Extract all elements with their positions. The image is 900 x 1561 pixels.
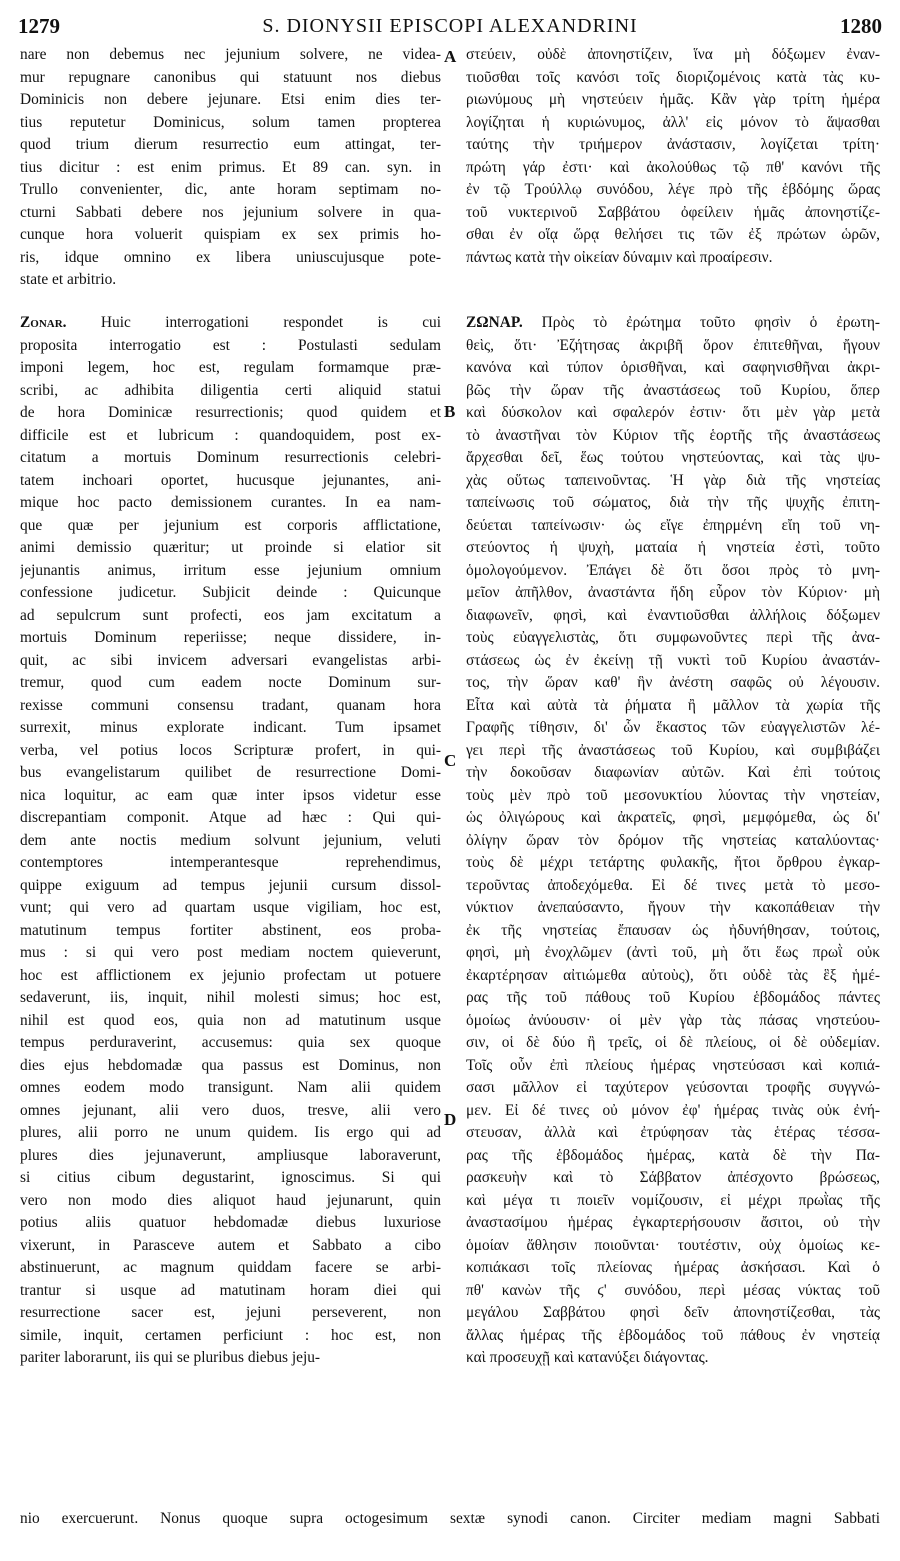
text-line: verba, vel potius locos Scripturæ profert, in qui- <box>20 741 441 759</box>
text-line: σασι μᾶλλον εἰ ταχύτερον γεύσονται τροφῆς συγγνώ- <box>466 1079 880 1096</box>
latin-column-main <box>20 312 441 1370</box>
text-line: Τοῖς οὖν ἐπὶ πλείους ἡμέρας νηστεύσασι καὶ κοπιά- <box>466 1056 880 1074</box>
text-line: quippe exiguum ad tempus jejunii cursum dissol- <box>20 876 441 894</box>
text-line: de hora Dominicæ resurrectionis; quod quidem et <box>20 404 441 421</box>
text-line: Dominicis non debere jejunare. Etsi enim dies ter- <box>20 91 441 108</box>
text-line: ρας τῆς ἑβδομάδος ἡμέρας, κατὰ δὲ τὴν Πα- <box>466 1146 880 1164</box>
text-line: κανόνα καὶ τύπον ὁρισθῆναι, καὶ σαφηνισθῆναι ἀκρι- <box>466 359 880 376</box>
text-line: ἐκαρτέρησαν αἰτιώμεθα αὐτοὺς), ὅτι οὐδὲ τὰς ἓξ ἡμέ- <box>466 966 880 984</box>
text-line: Γραφῆς τίθησιν, δι' ὧν ἕκαστος τῶν εὐαγγελιστῶν λέ- <box>466 719 880 736</box>
text-line: θεὶς, ὅτι· Ἐζήτησας ἀκριβῆ ὅρον ἐπιτεθῆναι, ἤγουν <box>466 336 880 354</box>
text-line: στάσεως ὡς ἐν ἐκείνῃ τῇ νυκτὶ τοῦ Κυρίου ἀναστάν- <box>466 651 880 669</box>
greek-column-main <box>466 312 880 1370</box>
text-line: τος, τὴν ὥραν καθ' ἣν ἀνέστη σαφῶς οὐ λέγουσιν. <box>466 674 880 691</box>
text-line: dies ejus hebdomadæ qua passus est Dominus, non <box>20 1056 441 1074</box>
latin-column-top <box>20 44 441 292</box>
text-line: βῶς τὴν ὥραν τῆς ἀναστάσεως τοῦ Κυρίου, ὅπερ <box>466 381 880 399</box>
text-line: citatum a mortuis Dominum resurrectionis celebri- <box>20 449 441 466</box>
text-line: mur repugnare canonibus qui statuunt nos diebus <box>20 68 441 86</box>
text-line: μεν. Εἰ δέ τινες οὐ μόνον ἐφ' ἡμέρας τινὰς οὐκ ἐνή- <box>466 1101 880 1119</box>
text-line: ὀλίγην ὥραν τὸν δρόμον τῆς νηστείας καταλύοντας· <box>466 831 880 849</box>
text-line: ἐκ τῆς νηστείας ἔπαυσαν ὡς ἠδυνήθησαν, τούτοις, <box>466 921 880 939</box>
text-line: ὁμολογούμενον. Ἐπάγει δὲ ὅτι ὅσοι πρὸς τὸ μνη- <box>466 561 880 579</box>
text-line: pariter laborarunt, iis qui se pluribus diebus jeju- <box>20 1349 321 1366</box>
text-line: mus : si qui vero post mediam noctem quieverunt, <box>20 944 441 961</box>
text-line: χὰς οὕτως ταπεινοῦντας. Ἡ γὰρ διὰ τῆς νηστείας <box>466 471 880 489</box>
text-line: καὶ δύσκολον καὶ σφαλερόν ἐστιν· ὅτι μὲν γὰρ μετὰ <box>466 404 880 421</box>
text-line: scribi, ac adhibita diligentia certi aliquid statui <box>20 381 441 399</box>
text-line: difficile est et lubricum : quandoquidem, post ex- <box>20 426 441 444</box>
running-header <box>18 8 882 44</box>
text-line: στεύειν, οὐδὲ ἀπονηστίζειν, ἵνα μὴ δόξωμεν ἐναν- <box>466 46 880 63</box>
text-line: nare non debemus nec jejunium solvere, ne videa- <box>20 46 441 63</box>
text-line: πθ' κανὼν τῆς ϛ' συνόδου, περὶ μέσας νύκτας τοῦ <box>466 1281 880 1299</box>
text-line: imponi legem, hoc est, regulam formamque præ- <box>20 359 441 376</box>
text-line: matutinum tempus fortiter abstinent, eos proba- <box>20 921 441 939</box>
commentator-label: Zonar. <box>20 314 67 331</box>
text-line: Εἶτα καὶ αὐτὰ τὰ ῥήματα ἢ μᾶλλον τὰ χωρία τῆς <box>466 696 880 714</box>
text-line: σιν, οἱ δὲ δύο ἢ τρεῖς, οἱ δὲ πλείους, οἱ δὲ οὐδεμίαν. <box>466 1034 880 1051</box>
commentator-label: ΖΩΝΑΡ. <box>466 314 523 331</box>
text-line: trantur si usque ad matutinam horam diei qui <box>20 1281 441 1299</box>
text-line: bus evangelistarum quilibet de resurrectione Domi- <box>20 764 441 781</box>
text-line: μεγάλου Σαββάτου φησὶ δεῖν ἀπονηστίζεσθαι, τὰς <box>466 1304 880 1321</box>
text-line: vero non modo dies aliquot haud jejunarunt, quin <box>20 1191 441 1209</box>
text-line: στευσαν, ἀλλὰ καὶ ἐτρύφησαν τὰς ἑτέρας τέσσα- <box>466 1124 880 1141</box>
text-line: tremur, quod cum eadem nocte Dominum sur- <box>20 674 441 691</box>
text-line: potius aliis quatuor hebdomadæ diebus luxuriose <box>20 1214 441 1231</box>
text-line: omnes jejunant, alii vero duos, tresve, alii vero <box>20 1101 441 1119</box>
text-line: δεύεται ταπείνωσιν· ὡς εἴγε ἐπηρμένη εἴη τοῦ νη- <box>466 516 880 534</box>
text-line: ὡς ὀλιγώρους καὶ ἀκρατεῖς, φησὶ, μεμφόμεθα, ὡς δι' <box>466 809 880 826</box>
text-line: τιοῦσθαι τοῖς κανόσι τοῖς διοριζομένοις κατὰ τὰς κυ- <box>466 68 880 86</box>
text-line: nihil est quod eos, quia non ad matutinum usque <box>20 1011 441 1029</box>
text-line: sedaverunt, iis, inquit, nihil molesti simus; hoc est, <box>20 989 441 1006</box>
text-line: hoc est afflictionem ex jejunio profectam ut potuere <box>20 966 441 984</box>
text-line: Trullo convenienter, dic, ante horam septimam no- <box>20 181 441 198</box>
text-line: cturni Sabbati debere nos jejunium solvere in qua- <box>20 203 441 221</box>
section-marker-b: B <box>444 402 456 421</box>
text-line: πρώτη γάρ ἐστι· καὶ ἀκολούθως τῷ πθ' κανόνι τῆς <box>466 158 880 176</box>
text-line: plures, alii porro ne unum quidem. Iis ergo qui ad <box>20 1124 441 1141</box>
text-line: quod trium dierum resurrectio eum attingat, ter- <box>20 136 441 153</box>
text-line: τεροῦντας ἀποδεχόμεθα. Εἰ δέ τινες μετὰ τὸ μεσο- <box>466 876 880 894</box>
text-line: τοὺς εὐαγγελιστὰς, ὅτι συμφωνοῦντες περὶ τῆς ἀνα- <box>466 629 880 646</box>
text-line: σθαι ἐν οἵᾳ ὥρᾳ θελήσει τις τῶν ἐξ πρώτων ὡρῶν, <box>466 226 880 243</box>
text-line: surrexit, minus explorate indicant. Tum ipsamet <box>20 719 441 736</box>
text-line: rexisse communi consensu tradant, quanam hora <box>20 696 441 714</box>
text-line: ὁμοίαν ἄθλησιν ποιοῦνται· τουτέστιν, οὐχ ὁμοίως κε- <box>466 1236 880 1254</box>
section-marker-d: D <box>444 1110 457 1129</box>
text-line: cunque hora voluerit quispiam ex sex primis ho- <box>20 226 441 243</box>
text-line: si citius cibum degustarint, ignoscimus. Si qui <box>20 1169 441 1186</box>
text-line: quit, ac sibi invicem adversari evangelistas arbi- <box>20 651 441 669</box>
text-line: proposita interrogatio est : Postulasti sedulam <box>20 336 441 354</box>
text-line: ἄλλας ἡμέρας τῆς ἑβδομάδος τοῦ πάθους ἐν νηστείᾳ <box>466 1326 880 1344</box>
text-line: ἐν τῷ Τρούλλῳ συνόδου, λέγε πρὸ τῆς ἑβδόμης ὥρας <box>466 181 880 198</box>
text-line: ad sepulcrum sunt profecti, eos jam excitatum a <box>20 606 441 624</box>
text-line: στεύοντος ἡ ψυχὴ, ματαία ἡ νηστεία ἐστὶ, τοῦτο <box>466 539 880 556</box>
text-line: ρασκευὴν καὶ τὸ Σάββατον ἀπέσχοντο βρώσεως, <box>466 1169 880 1186</box>
text-line: πάντως κατὰ τὴν οἰκείαν δύναμιν καὶ προαίρεσιν. <box>466 248 773 266</box>
text-line: abstinuerunt, ac magnum quiddam facere se arbi- <box>20 1259 441 1276</box>
text-line: λογίζηται ἡ κυριώνυμος, ἀλλ' εἰς μόνον τὸ ἅψασθαι <box>466 113 880 131</box>
text-line: τοὺς μὲν πρὸ τοῦ μεσονυκτίου λύοντας τὴν νηστείαν, <box>466 786 880 804</box>
text-line: confessione judicetur. Subjicit deinde : Quicunque <box>20 584 441 601</box>
text-line: tius reputetur Dominicus, solum tamen propterea <box>20 113 441 131</box>
greek-column-top <box>466 44 880 269</box>
text-line: simile, inquit, certamen perficiunt : hoc est, non <box>20 1326 441 1344</box>
text-line: κοπιάκασι τοῖς πλείονας ἡμέρας ἀσκήσασι. Καὶ ὁ <box>466 1259 880 1276</box>
text-line: ἀναστασίμου ἡμέρας ἐγκαρτερήσουσιν ἄσιτοι, οὐ τὴν <box>466 1214 880 1231</box>
text-line: tius dicitur : est enim primus. Et 89 can. syn. in <box>20 158 441 176</box>
text-line: φησὶ, μὴ ἐνοχλῶμεν (ἀντὶ τοῦ, μὴ ὅτι ἕως πρωῒ οὐκ <box>466 944 880 961</box>
text-line: mique hoc pacto demissionem curantes. In ea nam- <box>20 494 441 511</box>
text-line: state et arbitrio. <box>20 271 117 288</box>
text-line: ταύτης τὴν τριήμερον ἀνάστασιν, λογίζεται τρίτη· <box>466 136 880 153</box>
page-number-left: 1279 <box>18 13 60 38</box>
text-line: ριωνύμους μὴ νηστεύειν ἡμᾶς. Κἂν γὰρ τρίτη ἡμέρα <box>466 91 880 108</box>
text-line: vixerunt, in Parasceve autem et Sabbato a cibo <box>20 1236 441 1254</box>
text-line: ταπείνωσις τοῦ σώματος, διὰ τὴν τῆς ψυχῆς ἐπιτη- <box>466 494 880 511</box>
text-line: νύκτιον ἀνεπαύσαντο, ἤγουν τὴν κακοπάθειαν τὴν <box>466 899 880 916</box>
text-line: dem ante noctis medium solvunt jejunium, veluti <box>20 831 441 849</box>
text-line: discrepantiam componit. Atque ad hæc : Qui qui- <box>20 809 441 826</box>
text-line: Zonar. Huic interrogationi respondet is cui <box>20 314 441 331</box>
text-line: ris, idque omnino ex libera uniuscujusque pote- <box>20 248 441 266</box>
text-line: vunt; qui vero ad quartam usque vigiliam, hoc est, <box>20 899 441 916</box>
text-line: mortuis Dominum reperiisse; neque dissidere, in- <box>20 629 441 646</box>
text-line: que quæ per jejunium est corporis afflictatione, <box>20 516 441 534</box>
text-line: τοῦ νυκτερινοῦ Σαββάτου ὀφείλειν ἡμᾶς ἀπονηστίζε- <box>466 203 880 221</box>
text-line: τοὺς δὲ μέχρι τετάρτης φυλακῆς, ἤτοι ὄρθρου ἐγκαρ- <box>466 854 880 871</box>
text-line: διαφωνεῖν, φησὶ, καὶ ἐναντιοῦσθαι ἀλλήλοις δόξωμεν <box>466 606 880 624</box>
text-line: animi demissio quæritur; ut proinde si elatior sit <box>20 539 441 556</box>
text-line: ὁμοίως ἀνύουσιν· οἱ μὲν γὰρ τὰς πάσας νηστεύου- <box>466 1011 880 1029</box>
text-line: τὸ ἀναστῆναι τὸν Κύριον τῆς ἑορτῆς τῆς ἀναστάσεως <box>466 426 880 444</box>
text-line: contemptores intemperantesque reprehendimus, <box>20 854 441 871</box>
section-marker-a: A <box>444 47 457 66</box>
text-line: tatem inchoari oportet, hucusque jejunantes, ani- <box>20 471 441 489</box>
text-line: μεῖον ἀπῆλθον, ἀναστάντα ἤδη εὗρον τὸν Κύριον· μὴ <box>466 584 880 601</box>
page-number-right: 1280 <box>840 13 882 38</box>
text-line: ρας τῆς τοῦ πάθους τοῦ Κυρίου ἑβδομάδος πάντες <box>466 989 880 1006</box>
text-line: resurrectione sacer est, jejuni perseverent, non <box>20 1304 441 1321</box>
section-marker-c: C <box>444 751 457 770</box>
running-title: S. DIONYSII EPISCOPI ALEXANDRINI <box>262 14 638 37</box>
footer-line: nio exercuerunt. Nonus quoque supra octogesimum sextæ synodi canon. Circiter mediam magni Sabbati <box>20 1510 880 1527</box>
text-line: καὶ προσευχῇ καὶ κατανύξει διάγοντας. <box>466 1349 709 1366</box>
text-line: τὴν δοκοῦσαν διαφωνίαν αὐτῶν. Καὶ ἐπὶ τούτοις <box>466 764 880 781</box>
text-line: ΖΩΝΑΡ. Πρὸς τὸ ἐρώτημα τοῦτο φησὶν ὁ ἐρωτη- <box>466 314 880 331</box>
text-line: omnes eodem modo transigunt. Nam alii quidem <box>20 1079 441 1096</box>
text-line: tempus perduraverint, accusemus: quia sex quoque <box>20 1034 441 1051</box>
text-line: jejunantis animus, irritum esse jejunium omnium <box>20 561 441 579</box>
text-line: ἄρχεσθαι δεῖ, ἕως τούτου νηστεύοντας, καὶ τὰς ψυ- <box>466 449 880 466</box>
text-line: plures dies jejunaverunt, ampliusque laboraverunt, <box>20 1146 441 1164</box>
text-line: καὶ μέγα τι ποιεῖν νομίζουσιν, εἰ μέχρι πρωῒας τῆς <box>466 1191 880 1209</box>
text-line: nica loquitur, ac eam quæ inter ipsos videtur esse <box>20 786 441 804</box>
text-line: γει περὶ τῆς ἀναστάσεως τοῦ Κυρίου, καὶ συμβιβάζει <box>466 741 880 759</box>
